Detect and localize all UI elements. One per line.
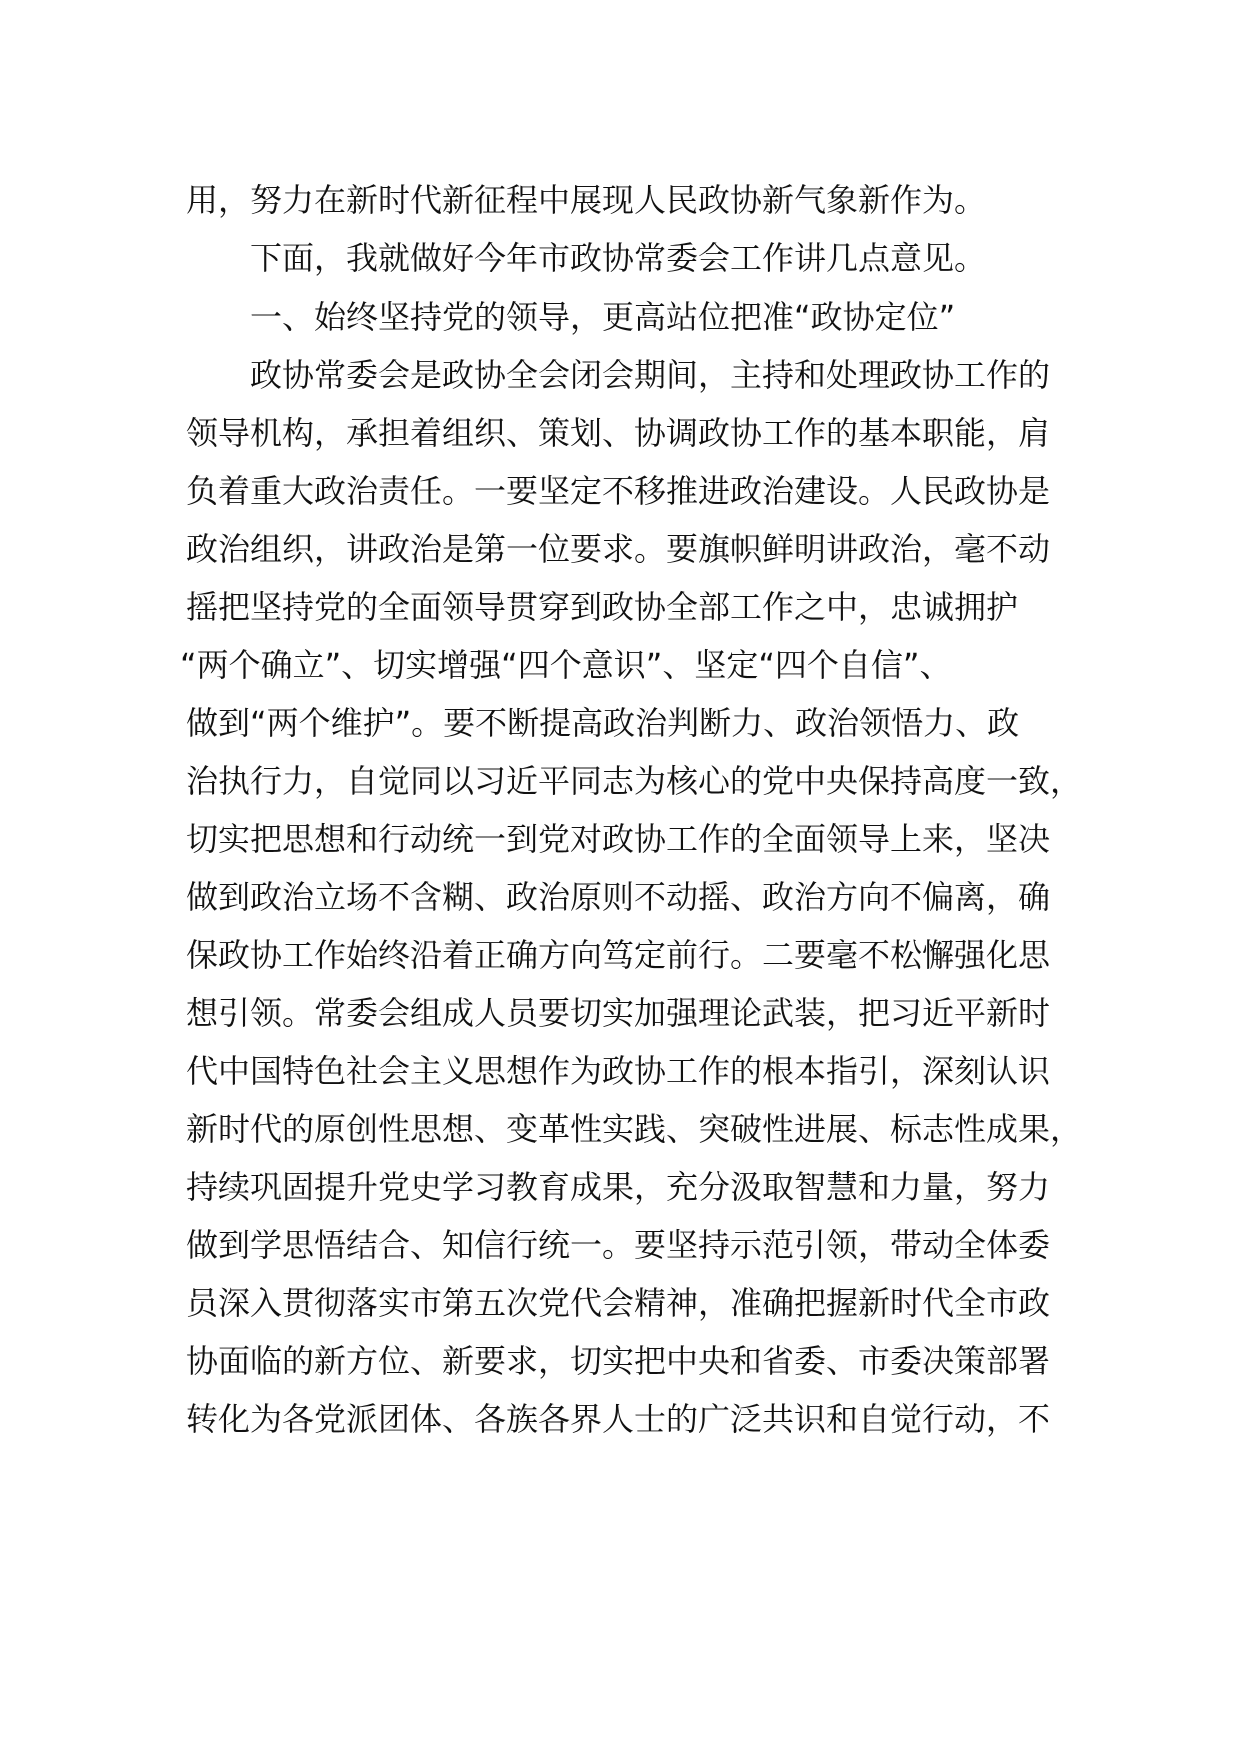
text-line-13: 做到政治立场不含糊、政治原则不动摇、政治方向不偏离，确 (186, 878, 1051, 916)
text-line-6: 负着重大政治责任。一要坚定不移推进政治建设。人民政协是 (186, 472, 1051, 510)
text-line-16: 代中国特色社会主义思想作为政协工作的根本指引，深刻认识 (186, 1052, 1051, 1090)
text-line-19: 做到学思悟结合、知信行统一。要坚持示范引领，带动全体委 (186, 1226, 1051, 1264)
text-line-14: 保政协工作始终沿着正确方向笃定前行。二要毫不松懈强化思 (186, 936, 1051, 974)
text-line-18: 持续巩固提升党史学习教育成果，充分汲取智慧和力量，努力 (186, 1168, 1051, 1206)
text-line-9: “两个确立”、切实增强“四个意识”、坚定“四个自信”、 (180, 646, 952, 684)
text-line-17: 新时代的原创性思想、变革性实践、突破性进展、标志性成果， (186, 1110, 1083, 1148)
text-line-22: 转化为各党派团体、各族各界人士的广泛共识和自觉行动，不 (186, 1400, 1051, 1438)
text-line-11: 治执行力，自觉同以习近平同志为核心的党中央保持高度一致， (186, 762, 1083, 800)
text-line-10: 做到“两个维护”。要不断提高政治判断力、政治领悟力、政 (186, 704, 1020, 742)
text-line-12: 切实把思想和行动统一到党对政协工作的全面领导上来，坚决 (186, 820, 1051, 858)
text-line-7: 政治组织，讲政治是第一位要求。要旗帜鲜明讲政治，毫不动 (186, 530, 1051, 568)
text-line-8: 摇把坚持党的全面领导贯穿到政协全部工作之中，忠诚拥护 (186, 588, 1019, 626)
text-line-5: 领导机构，承担着组织、策划、协调政协工作的基本职能，肩 (186, 414, 1051, 452)
section-heading: 一、始终坚持党的领导，更高站位把准“政协定位” (250, 298, 956, 336)
text-line-20: 员深入贯彻落实市第五次党代会精神，准确把握新时代全市政 (186, 1284, 1051, 1322)
text-line-15: 想引领。常委会组成人员要切实加强理论武装，把习近平新时 (186, 994, 1051, 1032)
text-line-2: 下面，我就做好今年市政协常委会工作讲几点意见。 (250, 239, 987, 277)
text-line-1: 用，努力在新时代新征程中展现人民政协新气象新作为。 (186, 181, 987, 219)
text-line-4: 政协常委会是政协全会闭会期间，主持和处理政协工作的 (250, 356, 1051, 394)
text-line-21: 协面临的新方位、新要求，切实把中央和省委、市委决策部署 (186, 1342, 1051, 1380)
